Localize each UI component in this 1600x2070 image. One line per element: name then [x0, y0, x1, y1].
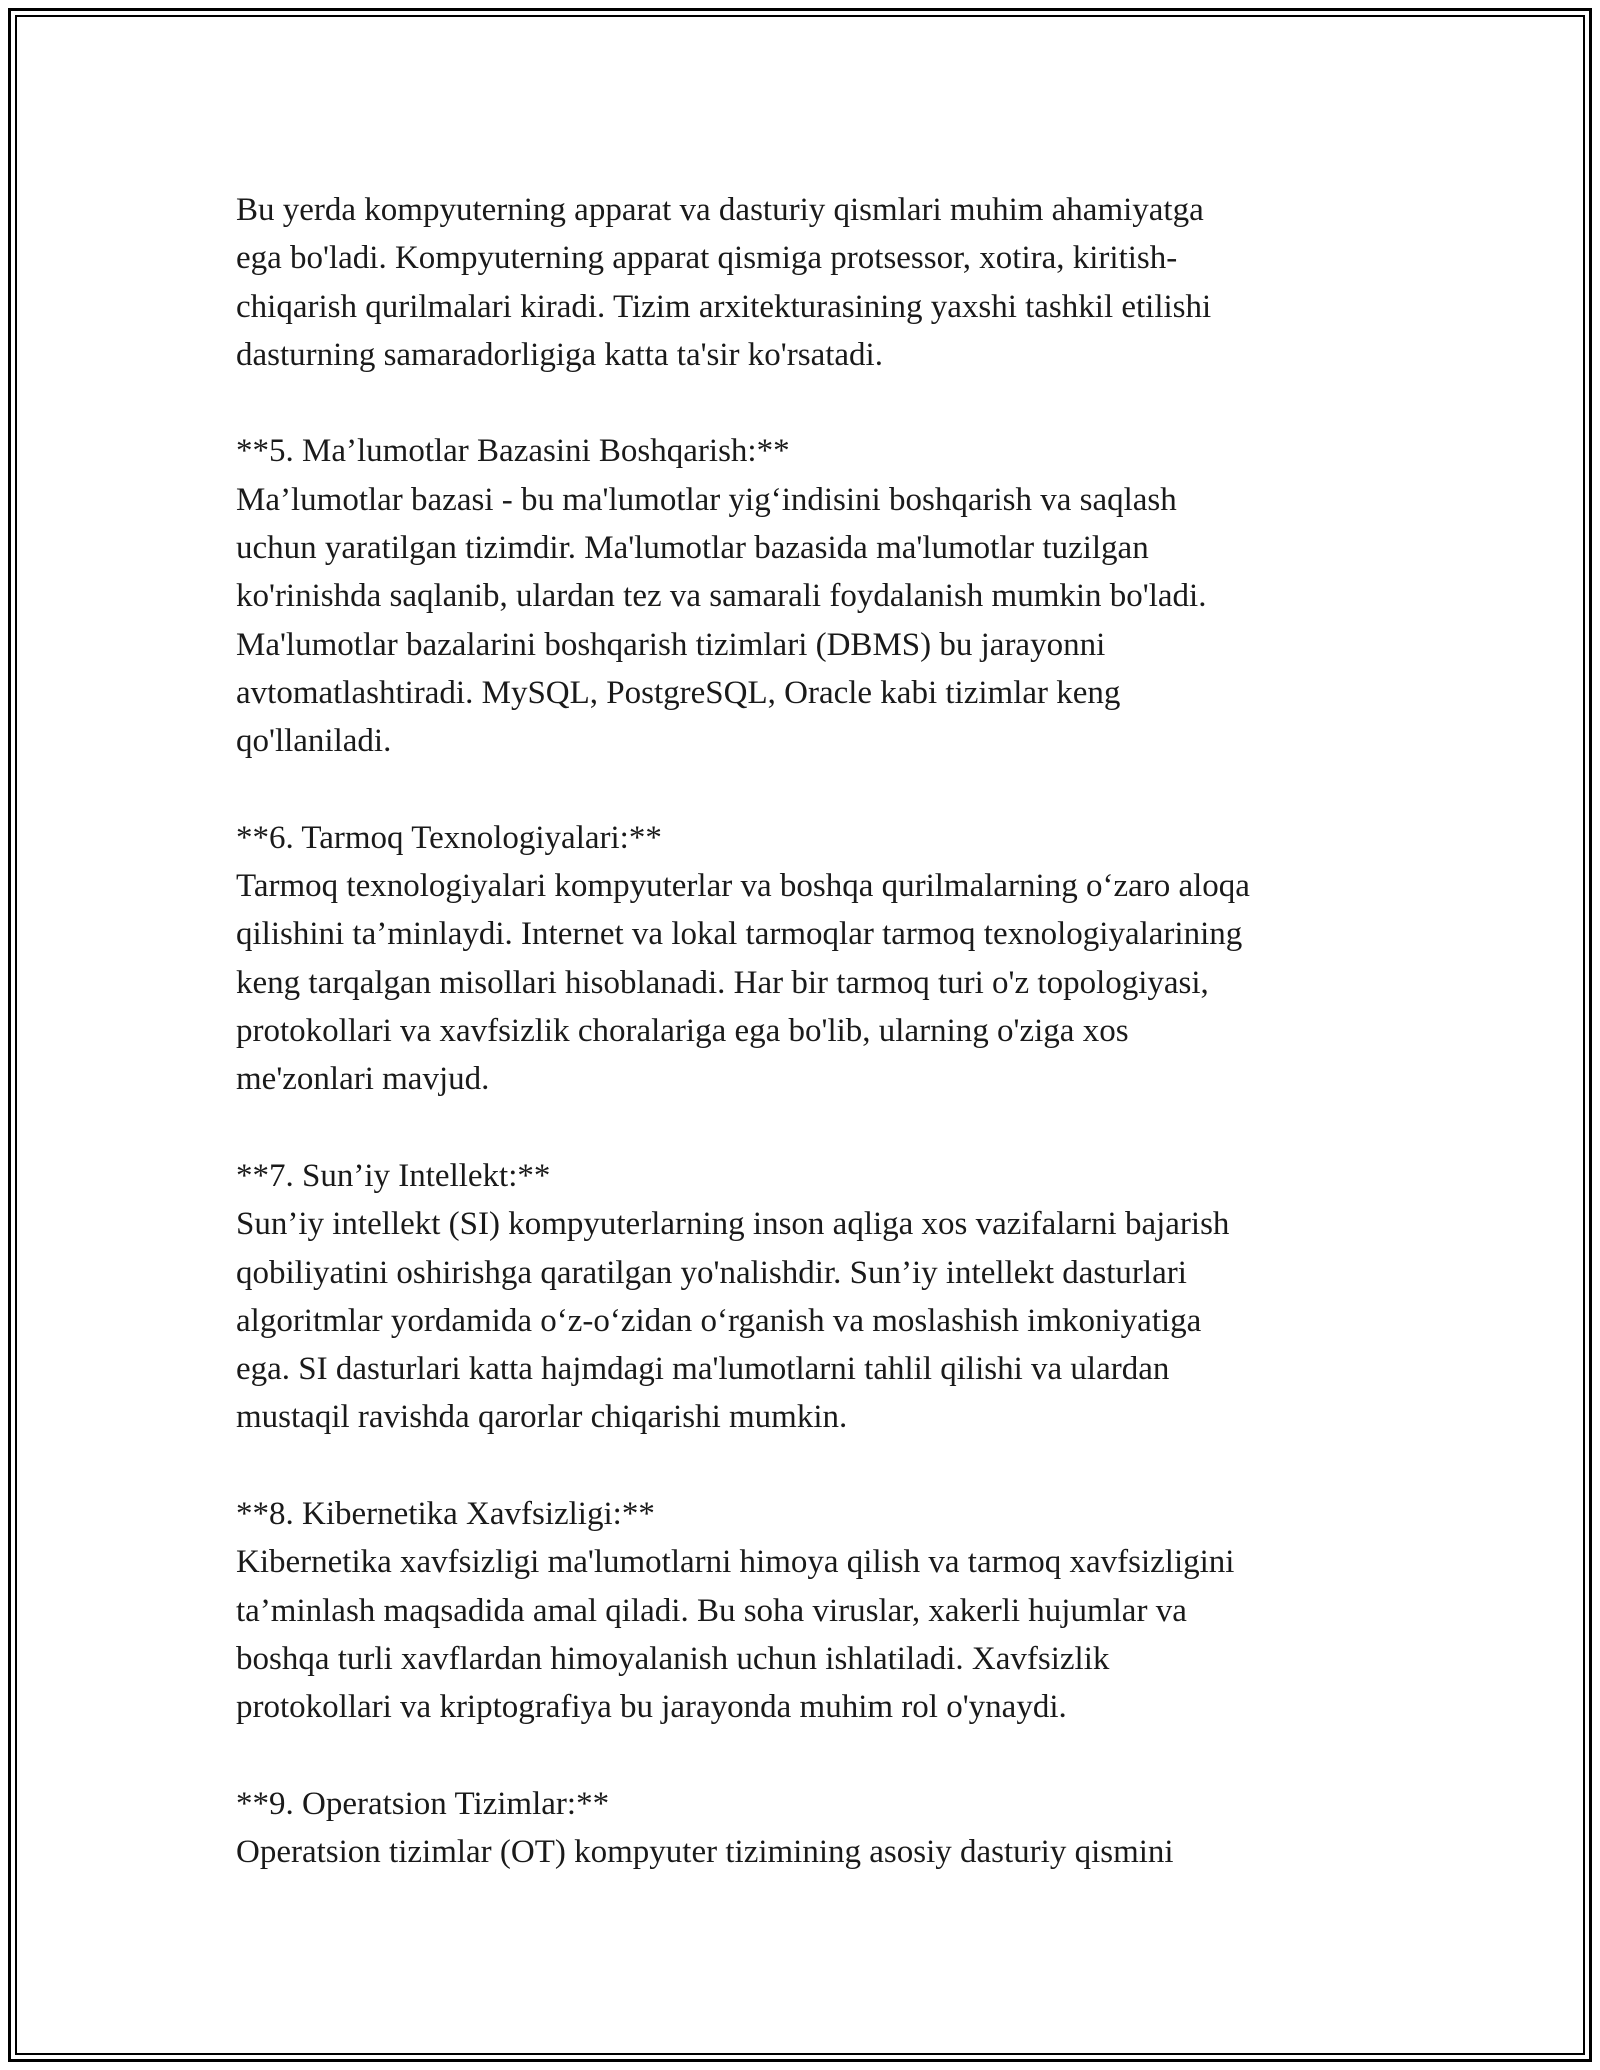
text-line: mustaqil ravishda qarorlar chiqarishi mumkin.: [236, 1399, 848, 1436]
text-line: ega. SI dasturlari katta hajmdagi ma'lumotlarni tahlil qilishi va ulardan: [236, 1351, 1170, 1388]
section-databases: [236, 427, 1396, 765]
text-line: chiqarish qurilmalari kiradi. Tizim arxitekturasining yaxshi tashkil etilishi: [236, 288, 1212, 325]
paragraph-gap: [236, 766, 1396, 814]
text-line: uchun yaratilgan tizimdir. Ma'lumotlar bazasida ma'lumotlar tuzilgan: [236, 530, 1149, 567]
paragraph-gap: [236, 1732, 1396, 1780]
section-networks: [236, 814, 1396, 1104]
text-line: qobiliyatini oshirishga qaratilgan yo'nalishdir. Sun’iy intellekt dasturlari: [236, 1254, 1187, 1291]
text-line: avtomatlashtiradi. MySQL, PostgreSQL, Oracle kabi tizimlar keng: [236, 674, 1121, 711]
text-line: protokollari va xavfsizlik choralariga ega bo'lib, ularning o'ziga xos: [236, 1013, 1129, 1050]
text-line: ega bo'ladi. Kompyuterning apparat qismiga protsessor, xotira, kiritish-: [236, 240, 1178, 277]
intro-paragraph: [236, 186, 1396, 379]
section-ai: [236, 1152, 1396, 1442]
paragraph-gap: [236, 1442, 1396, 1490]
paragraph-gap: [236, 379, 1396, 427]
text-line: Sun’iy intellekt (SI) kompyuterlarning inson aqliga xos vazifalarni bajarish: [236, 1206, 1230, 1243]
text-line: Tarmoq texnologiyalari kompyuterlar va boshqa qurilmalarning o‘zaro aloqa: [236, 868, 1250, 905]
document-body: [236, 186, 1396, 1876]
text-line: Ma’lumotlar bazasi - bu ma'lumotlar yig‘indisini boshqarish va saqlash: [236, 481, 1177, 518]
text-line: me'zonlari mavjud.: [236, 1061, 490, 1098]
paragraph-gap: [236, 1104, 1396, 1152]
section-heading: **8. Kibernetika Xavfsizligi:**: [236, 1496, 655, 1533]
section-heading: **5. Ma’lumotlar Bazasini Boshqarish:**: [236, 433, 790, 470]
text-line: keng tarqalgan misollari hisoblanadi. Har bir tarmoq turi o'z topologiyasi,: [236, 964, 1209, 1001]
text-line: Operatsion tizimlar (OT) kompyuter tizimining asosiy dasturiy qismini: [236, 1834, 1174, 1871]
text-line: Ma'lumotlar bazalarini boshqarish tizimlari (DBMS) bu jarayonni: [236, 626, 1106, 663]
section-heading: **9. Operatsion Tizimlar:**: [236, 1785, 610, 1822]
text-line: boshqa turli xavflardan himoyalanish uchun ishlatiladi. Xavfsizlik: [236, 1640, 1110, 1677]
text-line: qo'llaniladi.: [236, 723, 392, 760]
text-line: Kibernetika xavfsizligi ma'lumotlarni himoya qilish va tarmoq xavfsizligini: [236, 1544, 1235, 1581]
section-heading: **6. Tarmoq Texnologiyalari:**: [236, 819, 662, 856]
section-operating-systems: [236, 1780, 1396, 1877]
text-line: ko'rinishda saqlanib, ulardan tez va samarali foydalanish mumkin bo'ladi.: [236, 578, 1207, 615]
text-line: algoritmlar yordamida o‘z-o‘zidan o‘rganish va moslashish imkoniyatiga: [236, 1302, 1202, 1339]
text-line: ta’minlash maqsadida amal qiladi. Bu soha viruslar, xakerli hujumlar va: [236, 1592, 1187, 1629]
section-cybersecurity: [236, 1490, 1396, 1731]
text-line: qilishini ta’minlaydi. Internet va lokal tarmoqlar tarmoq texnologiyalarining: [236, 916, 1243, 953]
text-line: dasturning samaradorligiga katta ta'sir ko'rsatadi.: [236, 336, 883, 373]
text-line: Bu yerda kompyuterning apparat va dasturiy qismlari muhim ahamiyatga: [236, 192, 1204, 228]
text-line: protokollari va kriptografiya bu jarayonda muhim rol o'ynaydi.: [236, 1689, 1067, 1726]
section-heading: **7. Sun’iy Intellekt:**: [236, 1157, 551, 1194]
